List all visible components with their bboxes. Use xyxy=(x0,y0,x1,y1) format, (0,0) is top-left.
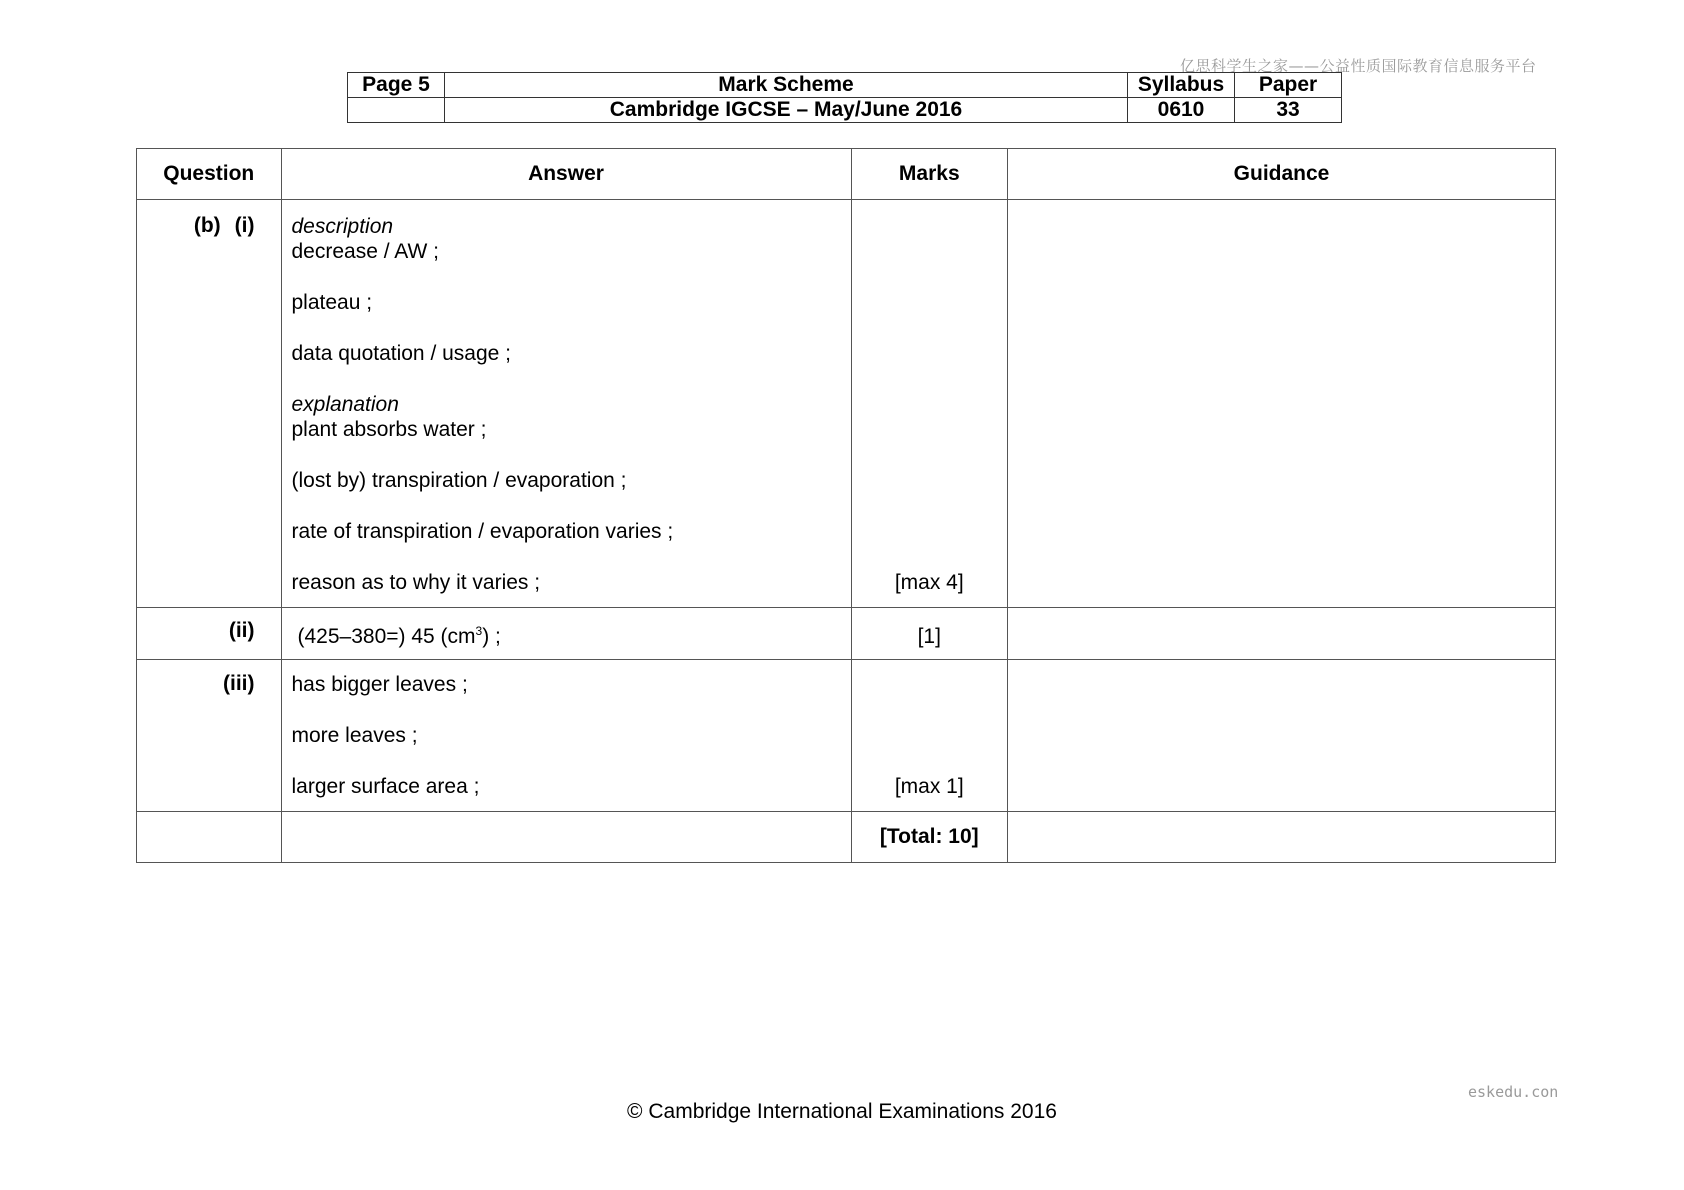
answer-line: reason as to why it varies ; xyxy=(291,571,541,594)
question-sub: (ii) xyxy=(228,619,255,642)
marks-cell: [max 4] xyxy=(851,200,1008,608)
copyright-footer: © Cambridge International Examinations 2016 xyxy=(627,1100,1057,1123)
total-marks: [Total: 10] xyxy=(851,812,1008,863)
header-table xyxy=(347,72,1342,123)
guidance-cell xyxy=(1008,608,1556,660)
syllabus-code: 0610 xyxy=(1128,98,1235,123)
column-header-marks: Marks xyxy=(851,149,1008,200)
answer-line: (lost by) transpiration / evaporation ; xyxy=(291,469,627,492)
answer-line: has bigger leaves ; xyxy=(291,673,468,696)
guidance-cell xyxy=(1008,660,1556,812)
empty-cell xyxy=(281,812,851,863)
page-empty-cell xyxy=(348,98,445,123)
column-header-question: Question xyxy=(137,149,282,200)
table-row xyxy=(137,608,1556,660)
answer-line: plant absorbs water ; xyxy=(291,418,487,441)
question-sub: (iii) xyxy=(223,672,255,695)
answer-line: plateau ; xyxy=(291,291,373,314)
page-label: Page 5 xyxy=(348,73,445,98)
watermark-top: 亿思科学生之家——公益性质国际教育信息服务平台 xyxy=(1180,57,1537,75)
superscript: 3 xyxy=(475,624,483,638)
answer-line: larger surface area ; xyxy=(291,775,480,798)
document-title: Mark Scheme xyxy=(445,73,1128,98)
answer-line: data quotation / usage ; xyxy=(291,342,512,365)
empty-cell xyxy=(137,812,282,863)
question-cell xyxy=(137,200,282,608)
answer-line: decrease / AW ; xyxy=(291,240,439,263)
mark-scheme-table xyxy=(136,148,1556,863)
answer-line: more leaves ; xyxy=(291,724,418,747)
answer-cell xyxy=(281,200,851,608)
watermark-bottom: eskedu.con xyxy=(1468,1083,1559,1101)
table-row xyxy=(137,200,1556,608)
marks-cell: [max 1] xyxy=(851,660,1008,812)
answer-line-suffix: ) ; xyxy=(482,625,501,648)
answer-heading-description: description xyxy=(291,215,394,238)
answer-cell xyxy=(281,608,851,660)
exam-name: Cambridge IGCSE – May/June 2016 xyxy=(445,98,1128,123)
paper-code: 33 xyxy=(1235,98,1342,123)
table-row xyxy=(137,660,1556,812)
empty-cell xyxy=(1008,812,1556,863)
answer-heading-explanation: explanation xyxy=(291,393,399,416)
paper-label: Paper xyxy=(1235,73,1342,98)
question-cell xyxy=(137,608,282,660)
question-cell xyxy=(137,660,282,812)
syllabus-label: Syllabus xyxy=(1128,73,1235,98)
total-row xyxy=(137,812,1556,863)
answer-line: rate of transpiration / evaporation varies ; xyxy=(291,520,674,543)
answer-line: (425–380=) 45 (cm xyxy=(297,625,476,648)
guidance-cell xyxy=(1008,200,1556,608)
column-header-answer: Answer xyxy=(281,149,851,200)
marks-cell: [1] xyxy=(851,608,1008,660)
question-sub: (i) xyxy=(234,214,255,237)
question-part: (b) xyxy=(193,214,221,237)
column-header-guidance: Guidance xyxy=(1008,149,1556,200)
answer-cell xyxy=(281,660,851,812)
table-header-row xyxy=(137,149,1556,200)
